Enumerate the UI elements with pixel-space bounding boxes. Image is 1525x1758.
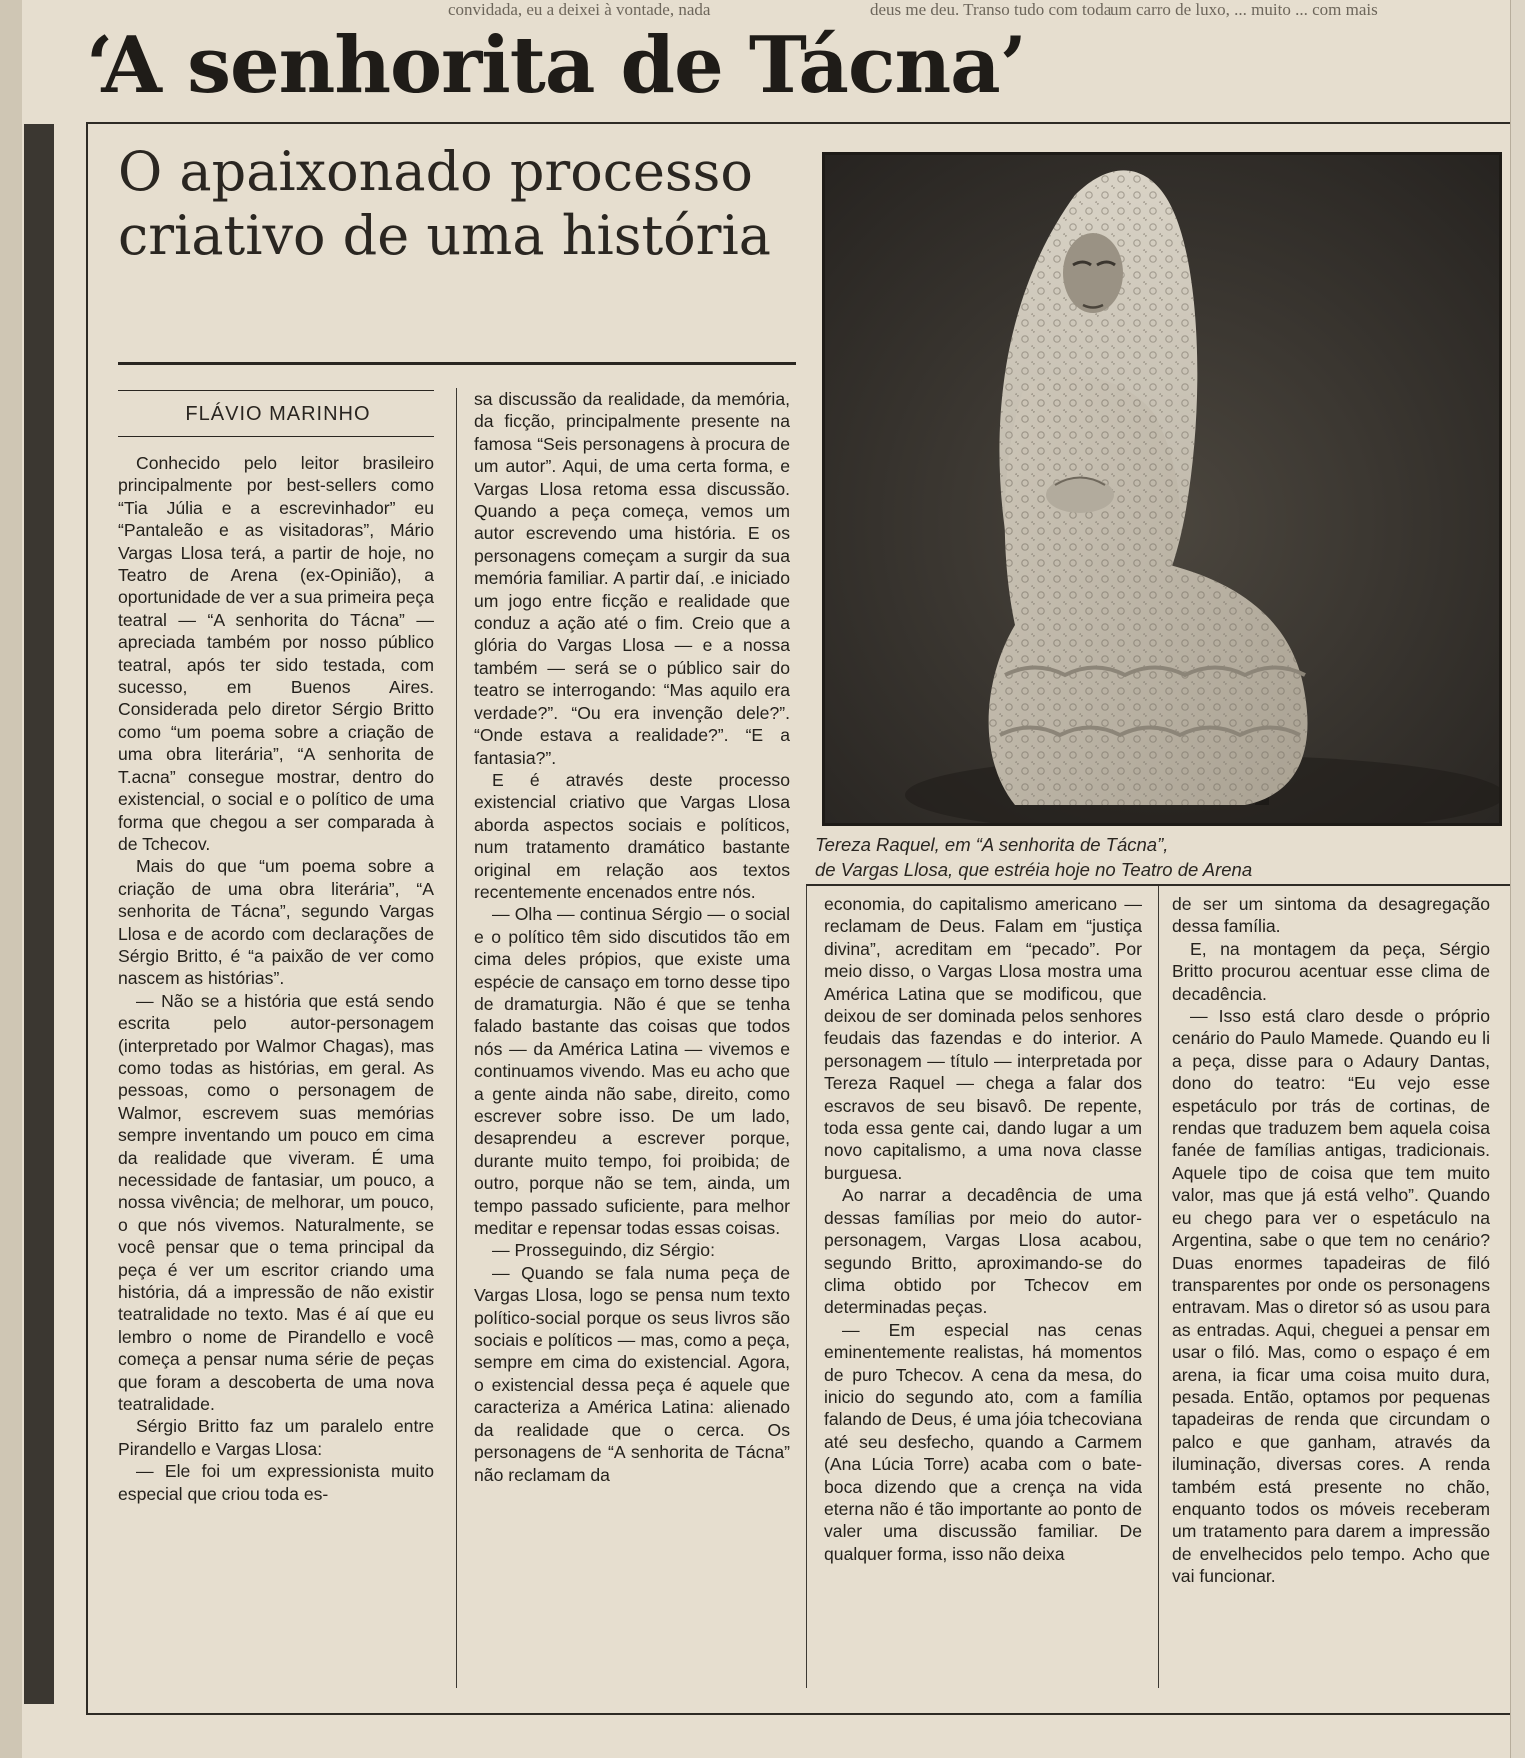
paragraph: E é através deste processo existencial criativo que Vargas Llosa aborda aspectos sociais e políticos, num tratamento dramático bastante original em relação aos textos recentemente encenados entre nós.: [474, 769, 790, 902]
article-column-4: [1172, 893, 1490, 1693]
article-column-1: [118, 452, 434, 1692]
article-byline: FLÁVIO MARINHO: [185, 403, 371, 425]
adjacent-page-edge: [1510, 0, 1525, 1758]
paragraph: — Olha — continua Sérgio — o social e o político têm sido discutidos tão em cima deles própios, que existe uma espécie de cansaço em torno desse tipo de dramaturgia. Não é que se tenha falado bastante das coisas que todos nós — da América Latina — vivemos e continuamos vivendo. Mas eu acho que a gente ainda não sabe, direito, como escrever sobre isso. De um lado, desaprendeu a escrever porque, durante muito tempo, foi proibida; de outro, porque não se tem, ainda, um tempo passado suficiente, para melhor meditar e repensar todas essas coisas.: [474, 904, 790, 1239]
article-subtitle: O apaixonado processo criativo de uma história: [118, 140, 771, 267]
column-rule-2: [806, 886, 807, 1688]
paragraph: — Não se a história que está sendo escrita pelo autor-personagem (interpretado por Walmor Chagas), mas como todas as histórias, em geral. As pessoas, como o personagem de Walmor, escrevem suas memórias sempre inventando um pouco em cima da realidade que viveram. É uma necessidade de fantasiar, um pouco, a nossa vivência; de melhorar, um pouco, o que nós vivemos. Naturalmente, se você pensar que o tema principal da peça é ver um escritor criando uma história, dá a impressão de não existir teatralidade no texto. Mas é aí que eu lembro o nome de Pirandello e você começa a pensar numa série de peças que foram a descoberta de uma nova teatralidade.: [118, 990, 434, 1415]
photo-caption-line-2: de Vargas Llosa, que estréia hoje no Teatro de Arena: [815, 859, 1253, 880]
photo-tereza-raquel: [822, 152, 1502, 826]
paragraph: Conhecido pelo leitor brasileiro principalmente por best-sellers como “Tia Júlia e a escrevinhador” eu “Pantaleão e as visitadoras”, Mário Vargas Llosa terá, a partir de hoje, no Teatro de Arena (ex-Opinião), a oportunidade de ver a sua primeira peça teatral — “A senhorita do Tácna” — apreciada também por nosso público teatral, após ter sido testada, com sucesso, em Buenos Aires. Considerada pelo diretor Sérgio Britto como “um poema sobre a criação de uma obra literária”, “A senhorita de T.acna” consegue mostrar, dentro do existencial, o social e o político de uma forma que chegou a ser comparada à de Tchecov.: [118, 453, 434, 854]
clipping-top-right: um carro de luxo, ... muito ... com mais: [1110, 0, 1378, 19]
paragraph: — Isso está claro desde o próprio cenário do Paulo Mamede. Quando eu li a peça, disse para o Adaury Dantas, dono do teatro: “Eu vejo esse espetáculo por trás de cortinas, de rendas que traduzem bem aquela coisa fanée de famílias antigas, tradicionais. Aquele tipo de coisa que tem muito valor, mas que já está velho”. Quando eu chego para ver o espetáculo na Argentina, sabe o que tem no cenário? Duas enormes tapadeiras de filó transparentes por onde os personagens entravam. Mas o diretor só as usou para as entradas. Aqui, cheguei a pensar em usar o filó. Mas, como o espaço é em arena, ia ficar uma coisa muito dura, pesada. Então, optamos por pequenas tapadeiras de renda que circundam o palco e que ganham, através da iluminação, diversas cores. A renda também está presente no chão, enquanto todos os móveis receberam um tratamento para darem a impressão de envelhecidos pelo tempo. Acho que vai funcionar.: [1172, 1006, 1490, 1587]
article-headline: ‘A senhorita de Tácna’: [86, 20, 1026, 111]
paragraph: Sérgio Britto faz um paralelo entre Pirandello e Vargas Llosa:: [118, 1416, 434, 1459]
photo-caption: [815, 832, 1515, 882]
paragraph: sa discussão da realidade, da memória, da ficção, principalmente presente na famosa “Seis personagens à procura de um autor”. Aqui, de uma certa forma, e Vargas Llosa retoma essa discussão. Quando a peça começa, vemos um autor escrevendo uma história. E os personagens começam a surgir da sua memória familiar. A partir daí, .e iniciado um jogo entre ficção e realidade que conduz a ação até o fim. Creio que a glória do Vargas Llosa — e a nossa também — será se o público sair do teatro se interrogando: “Mas aquilo era verdade?”. “Ou era invenção dele?”. “Onde estava a realidade?”. “E a fantasia?”.: [474, 389, 790, 768]
photo-image: [825, 155, 1499, 823]
paragraph: — Em especial nas cenas eminentemente realistas, há momentos de puro Tchecov. A cena da mesa, do inicio do segundo ato, com a família falando de Deus, é uma jóia tchecoviana até seu desfecho, quando a Carmem (Ana Lúcia Torre) acaba com o bate-boca dizendo que a crença na vida eterna não é tão importante ao ponto de valer uma discussão familiar. De qualquer forma, isso não deixa: [824, 1319, 1142, 1564]
paragraph: — Ele foi um expressionista muito especial que criou toda es-: [118, 1461, 434, 1504]
article-column-2: [474, 388, 790, 1693]
paragraph: — Quando se fala numa peça de Vargas Llosa, logo se pensa num texto político-social porque os seus livros são sociais e políticos — mas, como a peça, sempre em cima do existencial. Agora, o existencial dessa peça é aquele que caracteriza a América Latina: alienado da realidade que o cerca. Os personagens de “A senhorita de Tácna” não reclamam da: [474, 1262, 790, 1485]
paragraph: — Prosseguindo, diz Sérgio:: [492, 1240, 715, 1261]
paragraph: E, na montagem da peça, Sérgio Britto procurou acentuar esse clima de decadência.: [1172, 938, 1490, 1004]
page-left-edge: [0, 0, 22, 1758]
section-black-bar: [24, 124, 54, 1704]
paragraph: Ao narrar a decadência de uma dessas famílias por meio do autor-personagem, Vargas Llosa acabou, segundo Britto, aproximando-se do clima obtido por Tchecov em determinadas peças.: [824, 1185, 1142, 1318]
clipping-top-left: convidada, eu a deixei à vontade, nada: [448, 0, 711, 19]
column-rule-3: [1158, 886, 1159, 1688]
column-rule-1: [456, 388, 457, 1688]
byline-rule-top: [118, 390, 434, 391]
byline-rule-bottom: [118, 436, 434, 437]
paragraph: de ser um sintoma da desagregação dessa família.: [1172, 894, 1490, 937]
subtitle-underline: [118, 362, 796, 365]
caption-separator: [806, 884, 1518, 886]
article-column-3: [824, 893, 1142, 1693]
clipping-top-middle: deus me deu. Transo tudo com toda: [870, 0, 1112, 19]
paragraph: Mais do que “um poema sobre a criação de uma obra literária”, “A senhorita de Tácna”, segundo Vargas Llosa e de acordo com declarações de Sérgio Britto, é “a paixão de ver como nascem as histórias”.: [118, 856, 434, 989]
paragraph: economia, do capitalismo americano — reclamam de Deus. Falam em “justiça divina”, acreditam em “pecado”. Por meio disso, o Vargas Llosa mostra uma América Latina que se modificou, que deixou de ser dominada pelos senhores feudais das fazendas e do interior. A personagem — título — interpretada por Tereza Raquel — chega a falar dos escravos de seu bisavô. De repente, toda essa gente cai, dando lugar a um novo capitalismo, a uma nova classe burguesa.: [824, 894, 1142, 1183]
photo-caption-line-1: Tereza Raquel, em “A senhorita de Tácna”,: [815, 834, 1169, 855]
